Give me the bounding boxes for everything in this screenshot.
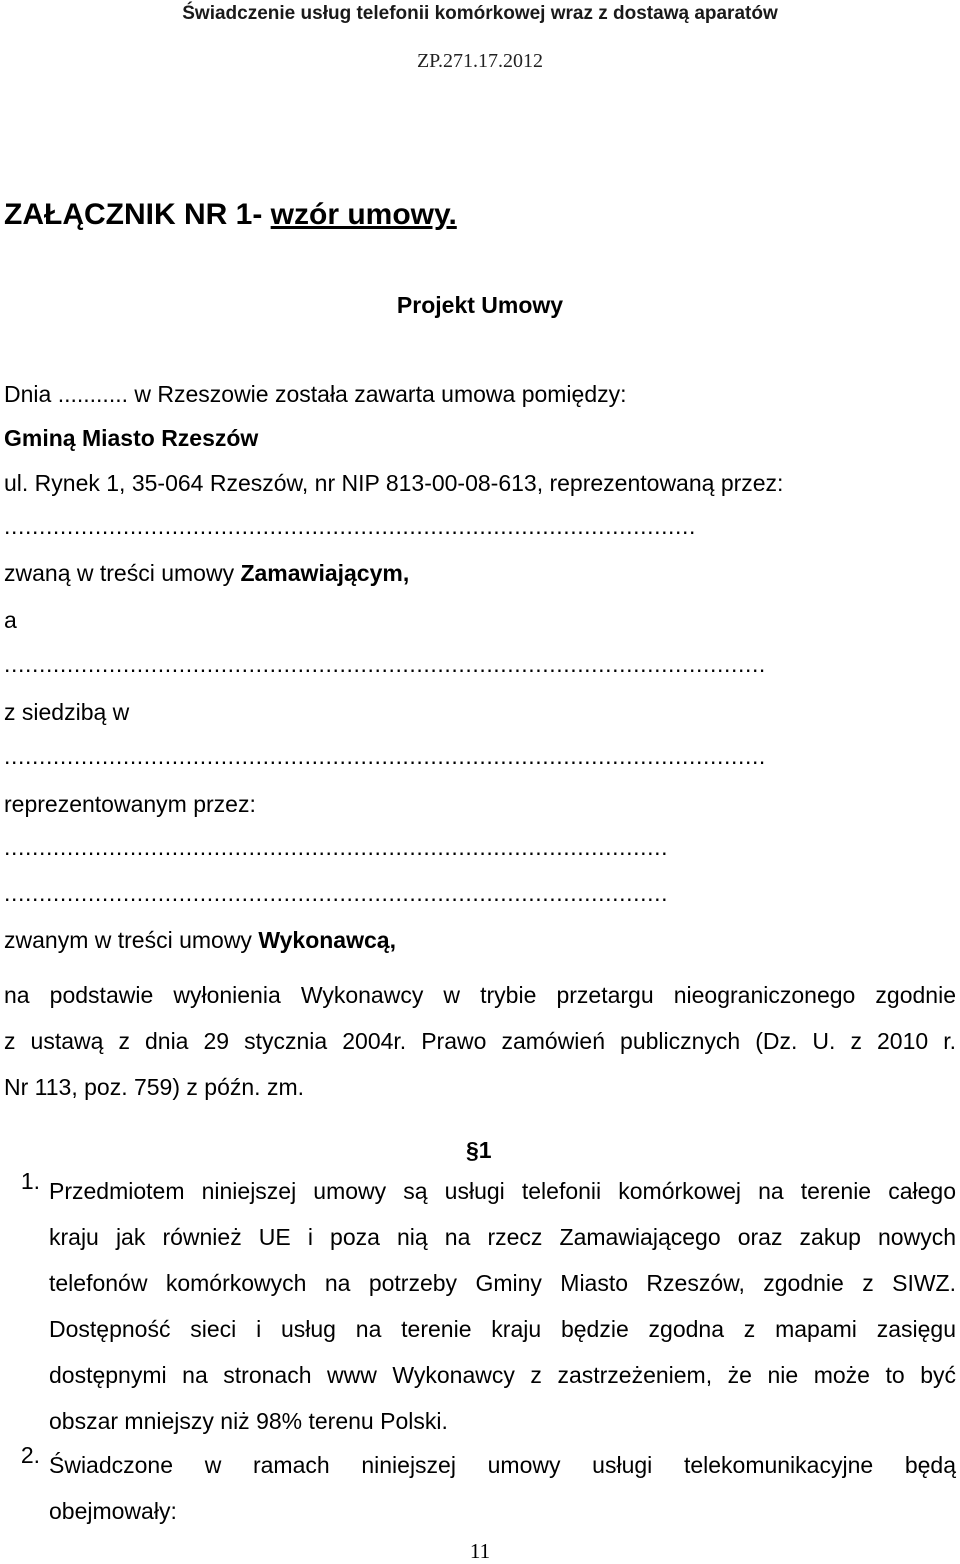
legal-basis-line-1: na podstawie wyłonienia Wykonawcy w trybie przetargu nieograniczonego zgodnie [4,982,956,1008]
legal-basis-line-3: Nr 113, poz. 759) z późn. zm. [4,1074,304,1100]
client-role: Zamawiającym, [240,560,410,586]
seat-line: z siedzibą w [4,699,130,725]
and-word: a [4,607,17,633]
dots-line-5: ............................................................................................... [4,880,669,906]
attachment-heading [4,198,457,232]
legal-basis-paragraph [4,972,956,1110]
item-line: telefonów komórkowych na potrzeby Gminy Miasto Rzeszów, zgodnie z SIWZ. [49,1270,956,1296]
item-line: obejmowały: [49,1498,177,1524]
item-line: kraju jak również UE i poza nią na rzecz Zamawiającego oraz zakup nowych [49,1224,956,1250]
represented-line: reprezentowanym przez: [4,791,256,817]
item-line: obszar mniejszy niż 98% terenu Polski. [49,1408,448,1434]
date-line: Dnia ........... w Rzeszowie została zawarta umowa pomiędzy: [4,381,627,407]
page-number: 11 [469,1539,491,1563]
item-number: 2. [20,1442,40,1468]
called-as-contractor [4,927,396,954]
called2-prefix: zwanym w treści umowy [4,927,259,953]
section-sign: § [466,1137,479,1163]
party1-name: Gminą Miasto Rzeszów [4,425,259,451]
legal-basis-line-2: z ustawą z dnia 29 stycznia 2004r. Prawo zamówień publicznych (Dz. U. z 2010 r. [4,1028,956,1054]
item-line: Świadczone w ramach niniejszej umowy usługi telekomunikacyjne będą [49,1452,956,1478]
item-line: dostępnymi na stronach www Wykonawcy z zastrzeżeniem, że nie może to być [49,1362,956,1388]
contractor-role: Wykonawcą, [258,927,396,953]
attachment-underlined: wzór umowy. [270,198,457,231]
item-line: Dostępność sieci i usług na terenie kraju będzie zgodna z mapami zasięgu [49,1316,956,1342]
item-text [49,1168,956,1444]
section-heading [466,1137,492,1164]
item-number: 1. [20,1168,40,1194]
item-text [49,1442,956,1534]
dots-line-1: ................................................................................................... [4,513,697,539]
item-line: Przedmiotem niniejszej umowy są usługi telefonii komórkowej na terenie całego [49,1178,956,1204]
document-header-title: Świadczenie usług telefonii komórkowej wraz z dostawą aparatów [182,3,778,24]
section-number: 1 [478,1137,492,1163]
dots-line-4: ............................................................................................... [4,834,669,860]
dots-line-3: ............................................................................................................. [4,743,766,769]
called1-prefix: zwaną w treści umowy [4,560,241,586]
reference-number: ZP.271.17.2012 [416,50,544,72]
project-title: Projekt Umowy [396,292,564,318]
attachment-prefix: ZAŁĄCZNIK NR 1- [4,198,271,231]
dots-line-2: ............................................................................................................. [4,651,766,677]
party1-address: ul. Rynek 1, 35-064 Rzeszów, nr NIP 813-00-08-613, reprezentowaną przez: [4,470,784,496]
called-as-client [4,560,409,587]
